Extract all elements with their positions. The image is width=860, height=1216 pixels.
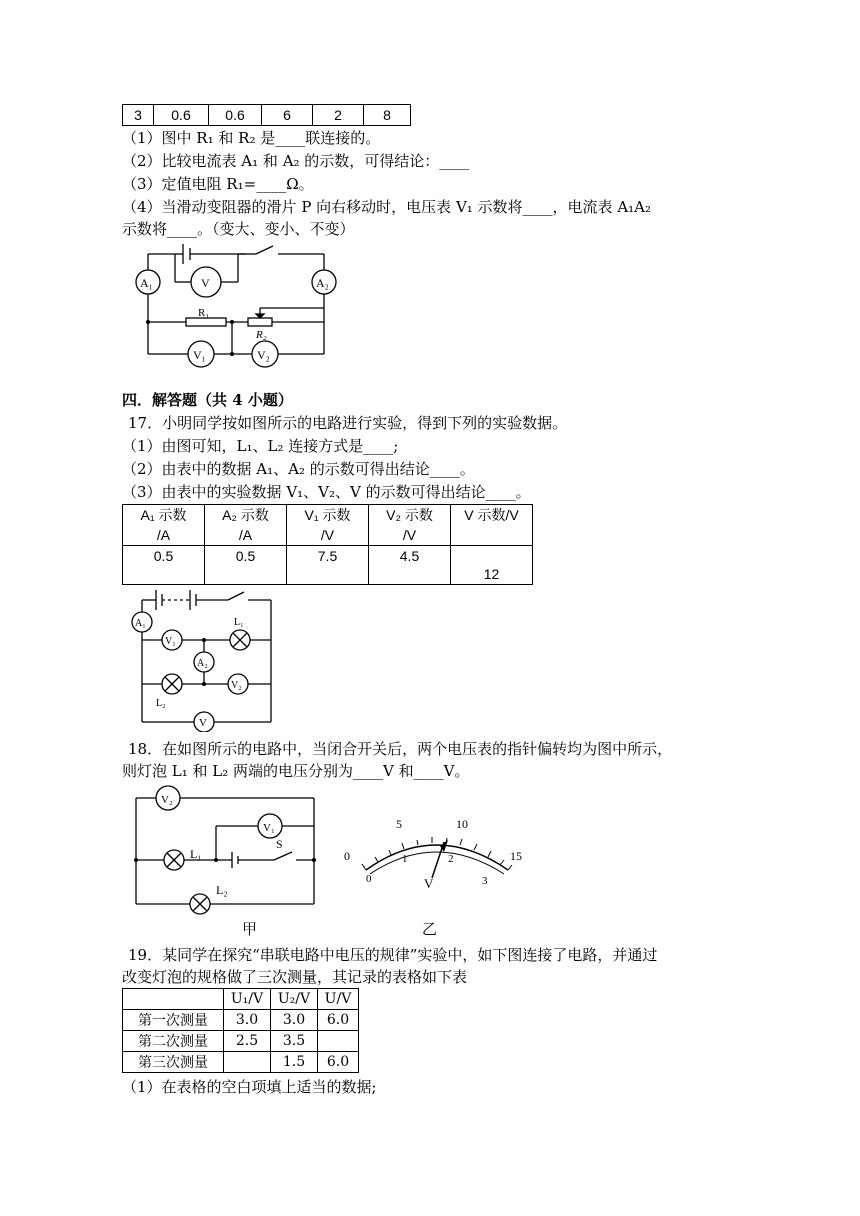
q19-data-table bbox=[122, 988, 359, 1073]
resistor-r1-label: R₁ bbox=[198, 307, 210, 319]
lamp-l2-label: L₂ bbox=[216, 883, 228, 897]
q17-item3: （3）由表中的实验数据 V₁、V₂、V 的示数可得出结论____。 bbox=[122, 483, 531, 501]
table-cell: 6 bbox=[262, 105, 313, 126]
lamp-l2-label: L₂ bbox=[156, 698, 166, 709]
header-cell bbox=[123, 989, 224, 1010]
q16-item4-cont: 示数将____。（变大、变小、不变） bbox=[122, 220, 355, 238]
table-cell: 8 bbox=[364, 105, 411, 126]
header-cell: V₂ 示数 /V bbox=[369, 505, 451, 546]
scale-inner-2: 2 bbox=[448, 853, 454, 865]
switch-s-label: S bbox=[276, 837, 283, 851]
voltmeter-v2-label: V₂ bbox=[231, 680, 242, 691]
lamp-l1-label: L₁ bbox=[190, 847, 202, 861]
table-cell: 7.5 bbox=[287, 546, 369, 585]
table-row bbox=[123, 546, 533, 585]
table-cell: 6.0 bbox=[318, 1010, 359, 1031]
table-cell: 第三次测量 bbox=[123, 1052, 224, 1073]
ammeter-a2-label: A₂ bbox=[197, 658, 208, 669]
unit-v-label: V bbox=[424, 876, 434, 891]
voltmeter-v-label: V bbox=[199, 717, 207, 729]
header-cell: U₂/V bbox=[271, 989, 318, 1010]
table-cell: 1.5 bbox=[271, 1052, 318, 1073]
table-cell: 3.0 bbox=[224, 1010, 271, 1031]
q16-item4: （4）当滑动变阻器的滑片 P 向右移动时，电压表 V₁ 示数将____，电流表 A₁A₂ bbox=[122, 198, 652, 216]
figure-label-jia: 甲 bbox=[242, 920, 258, 938]
voltmeter-dial bbox=[336, 800, 536, 900]
table-cell: 3.0 bbox=[271, 1010, 318, 1031]
table-header-row bbox=[123, 989, 359, 1010]
scale-inner-1: 1 bbox=[402, 853, 408, 865]
q17-intro: 17．小明同学按如图所示的电路进行实验，得到下列的实验数据。 bbox=[128, 414, 568, 432]
top-data-table bbox=[122, 104, 411, 126]
q17-circuit-diagram bbox=[128, 586, 278, 732]
scale-inner-0: 0 bbox=[366, 873, 372, 885]
voltmeter-v2-label: V₂ bbox=[161, 794, 173, 806]
header-cell: U/V bbox=[318, 989, 359, 1010]
table-cell bbox=[318, 1031, 359, 1052]
header-cell: A₁ 示数 /A bbox=[123, 505, 205, 546]
table-cell: 12 bbox=[451, 546, 533, 585]
table-cell: 0.5 bbox=[205, 546, 287, 585]
table-cell: 第二次测量 bbox=[123, 1031, 224, 1052]
scale-outer-15: 15 bbox=[510, 849, 522, 863]
section-heading: 四．解答题（共 4 小题） bbox=[122, 391, 293, 409]
q18-line2: 则灯泡 L₁ 和 L₂ 两端的电压分别为____V 和____V。 bbox=[122, 762, 470, 780]
table-cell: 3 bbox=[123, 105, 154, 126]
voltmeter-v1-label: V₁ bbox=[165, 636, 176, 647]
table-row bbox=[123, 105, 411, 126]
table-row bbox=[123, 1031, 359, 1052]
table-header-row bbox=[123, 505, 533, 546]
q17-data-table bbox=[122, 504, 533, 585]
table-cell: 2 bbox=[313, 105, 364, 126]
scale-inner-3: 3 bbox=[482, 875, 488, 887]
voltmeter-v1-label: V₁ bbox=[263, 822, 275, 834]
q19-line2: 改变灯泡的规格做了三次测量，其记录的表格如下表 bbox=[122, 968, 468, 986]
header-cell: U₁/V bbox=[224, 989, 271, 1010]
table-cell: 3.5 bbox=[271, 1031, 318, 1052]
table-row bbox=[123, 1052, 359, 1073]
figure-label-yi: 乙 bbox=[422, 920, 438, 938]
q16-circuit-diagram bbox=[128, 240, 348, 370]
voltmeter-v1-label: V₁ bbox=[193, 348, 206, 362]
table-cell: 第一次测量 bbox=[123, 1010, 224, 1031]
scale-outer-0: 0 bbox=[344, 849, 350, 863]
ammeter-a2-label: A₂ bbox=[316, 276, 329, 290]
q19-item1: （1）在表格的空白项填上适当的数据; bbox=[122, 1078, 377, 1096]
ammeter-a1-label: A₁ bbox=[135, 618, 146, 629]
lamp-l1-label: L₁ bbox=[234, 617, 244, 628]
q18-circuit-diagram bbox=[128, 784, 328, 934]
q16-item1: （1）图中 R₁ 和 R₂ 是____联连接的。 bbox=[122, 129, 381, 147]
voltmeter-v-label: V bbox=[201, 276, 210, 290]
q18-line1: 18．在如图所示的电路中，当闭合开关后，两个电压表的指针偏转均为图中所示， bbox=[128, 740, 673, 758]
q17-item1: （1）由图可知，L₁、L₂ 连接方式是____; bbox=[122, 437, 399, 455]
resistor-r2-label: R₂ bbox=[256, 329, 267, 341]
table-cell: 0.6 bbox=[209, 105, 262, 126]
table-cell: 0.6 bbox=[154, 105, 209, 126]
table-cell: 0.5 bbox=[123, 546, 205, 585]
table-row bbox=[123, 1010, 359, 1031]
q16-item3: （3）定值电阻 R₁=____Ω。 bbox=[122, 175, 314, 193]
q17-item2: （2）由表中的数据 A₁、A₂ 的示数可得出结论____。 bbox=[122, 460, 475, 478]
header-cell: V₁ 示数 /V bbox=[287, 505, 369, 546]
table-cell: 4.5 bbox=[369, 546, 451, 585]
scale-outer-5: 5 bbox=[396, 817, 402, 831]
q19-line1: 19．某同学在探究“串联电路中电压的规律”实验中，如下图连接了电路，并通过 bbox=[128, 946, 658, 964]
ammeter-a1-label: A₁ bbox=[140, 276, 153, 290]
table-cell: 2.5 bbox=[224, 1031, 271, 1052]
header-cell: V 示数/V bbox=[451, 505, 533, 546]
table-cell: 6.0 bbox=[318, 1052, 359, 1073]
voltmeter-v2-label: V₂ bbox=[257, 348, 270, 362]
header-cell: A₂ 示数 /A bbox=[205, 505, 287, 546]
scale-outer-10: 10 bbox=[456, 817, 468, 831]
table-cell bbox=[224, 1052, 271, 1073]
q16-item2: （2）比较电流表 A₁ 和 A₂ 的示数，可得结论：____ bbox=[122, 152, 470, 170]
